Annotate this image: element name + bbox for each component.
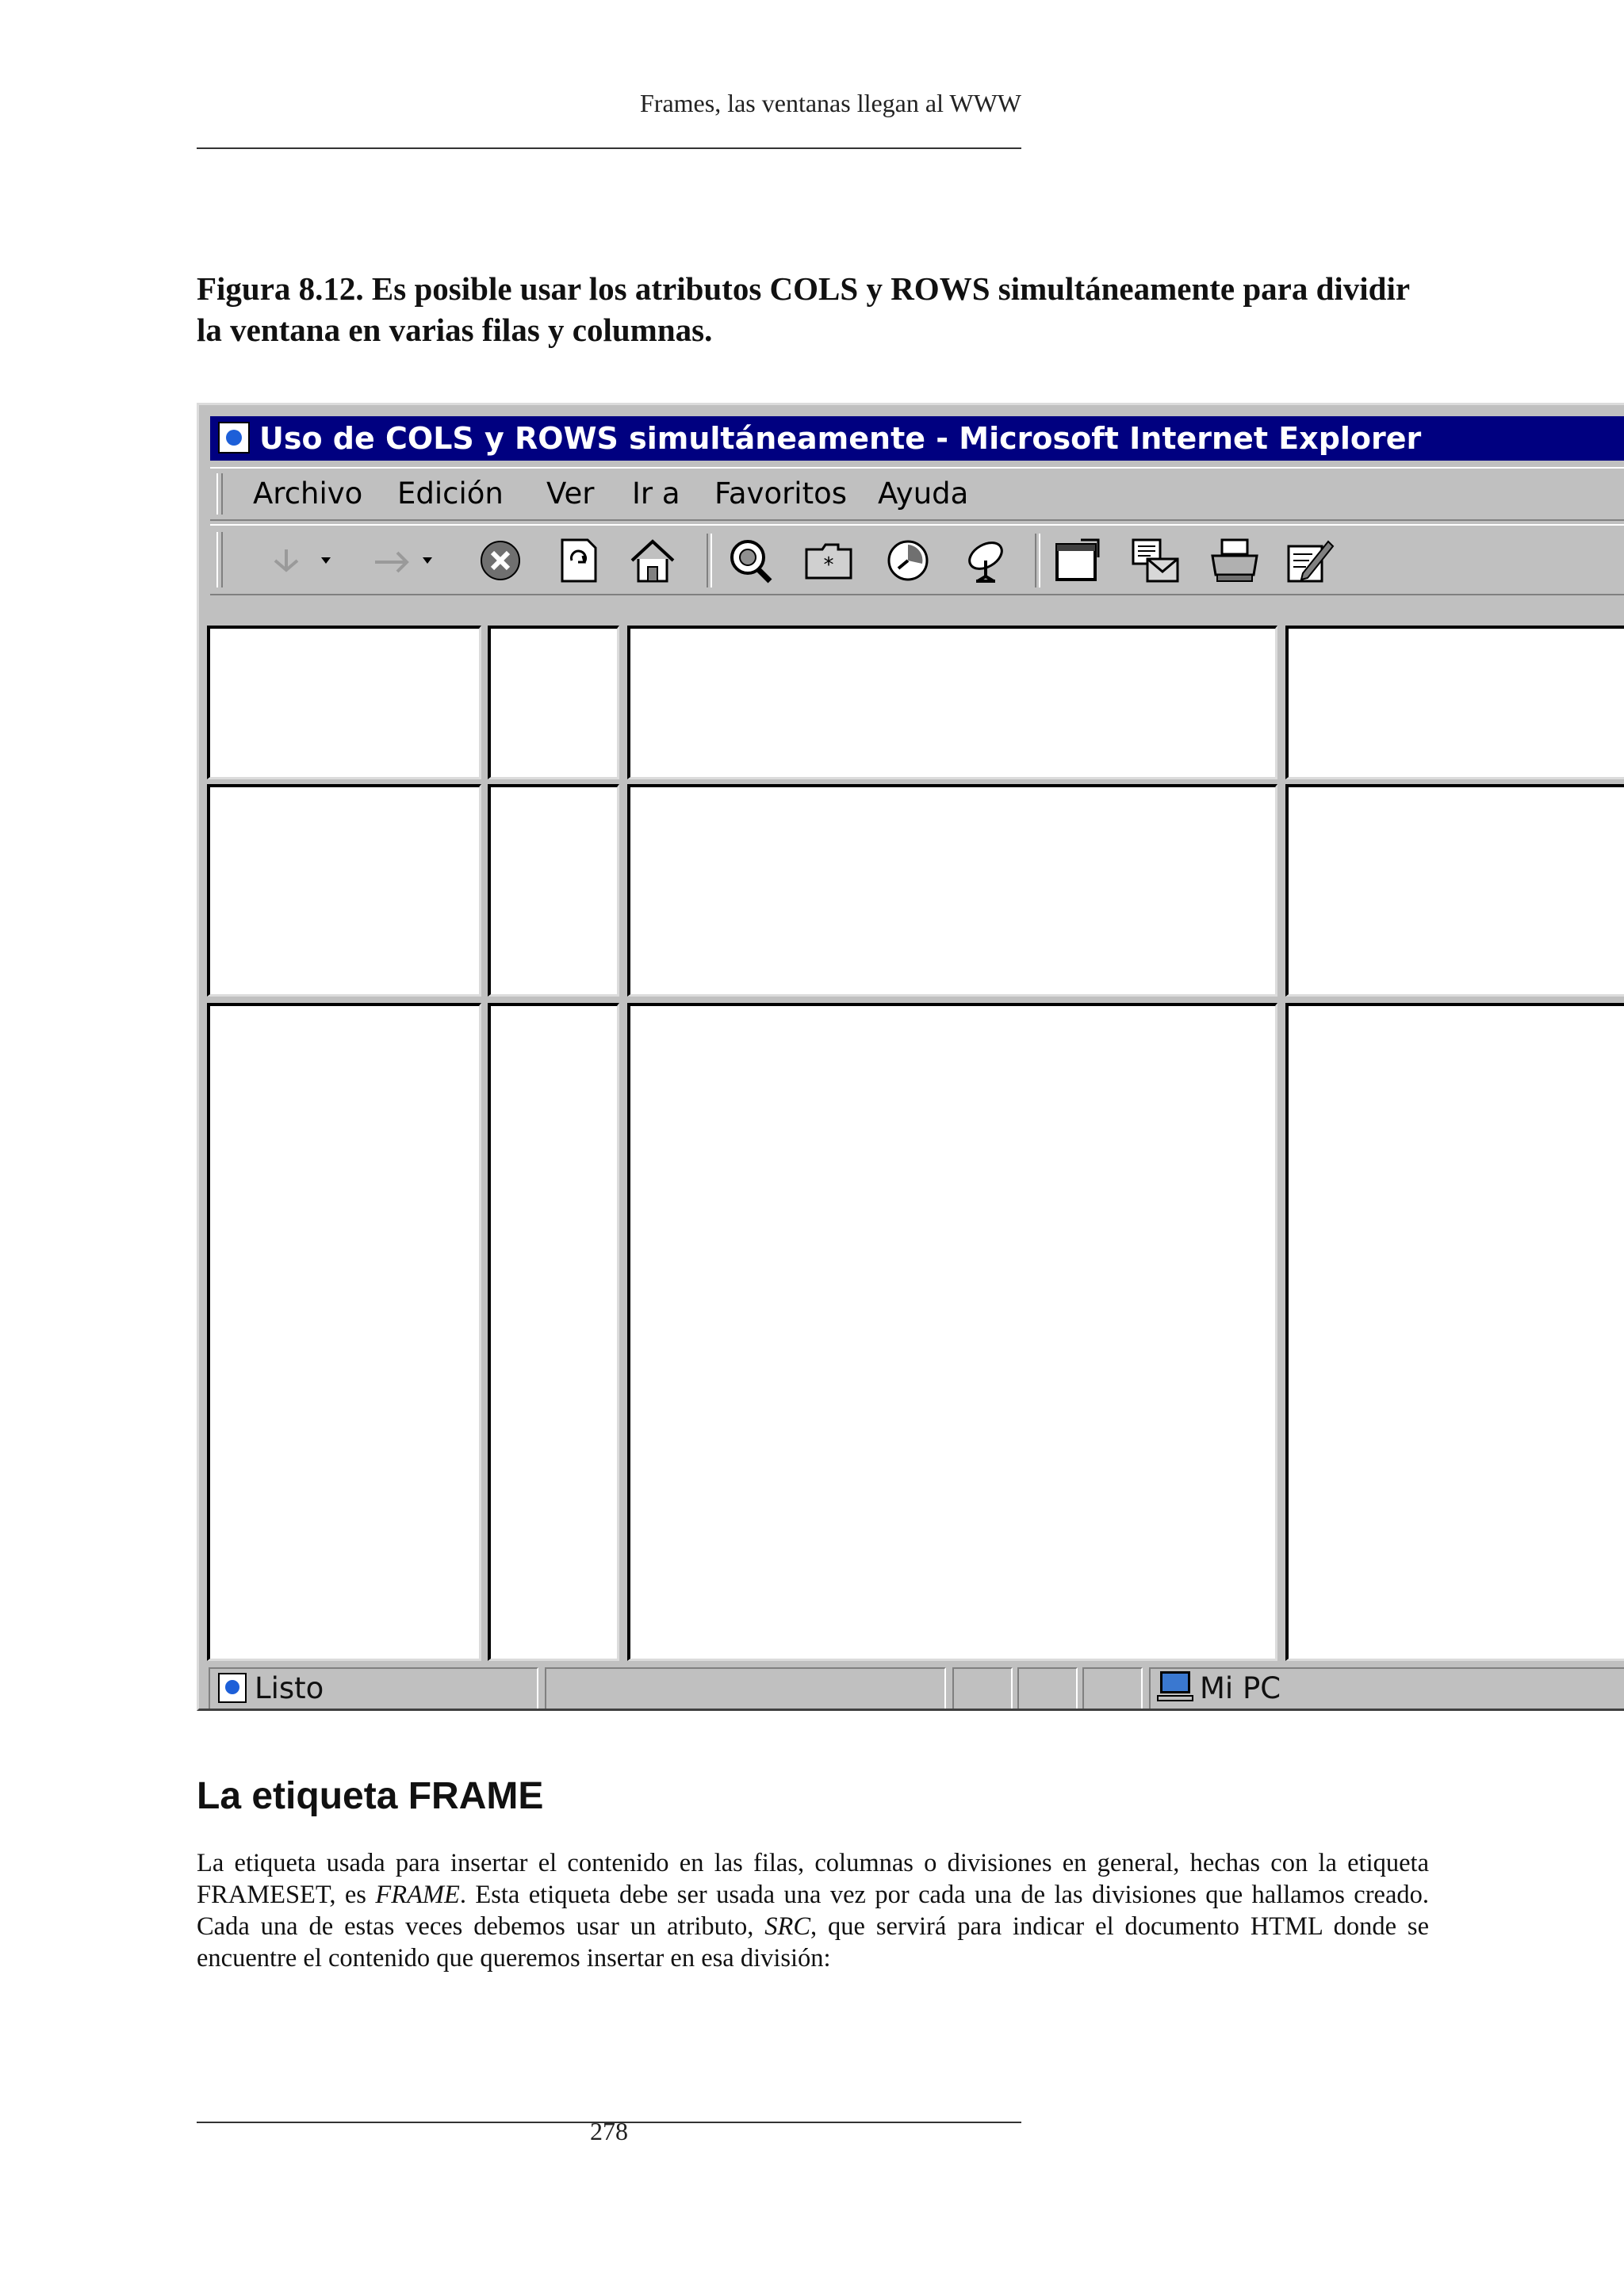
emphasis-src: SRC [764,1912,811,1941]
status-cell [1017,1667,1078,1710]
frame-r1-c4 [1285,626,1624,779]
figure-caption: Figura 8.12. Es posible usar los atributos COLS y ROWS simultáneamente para dividir la ventana en varias filas y columnas. [197,270,1410,348]
frame-r3-c2 [488,1003,619,1661]
status-text: Listo [255,1671,324,1705]
page-number: 278 [590,2117,628,2145]
running-header: Frames, las ventanas llegan al WWW [639,89,1021,117]
paragraph-text: La etiqueta usada para insertar el contenido en las filas, columnas o divisiones en general, hechas con la etiqueta FRAMESET, es [197,1849,1429,1909]
menu-ver[interactable]: Ver [546,476,595,511]
frame-r2-c1 [207,784,481,997]
toolbar-grip [216,532,223,587]
header-rule [197,147,1021,149]
toolbar-separator [1035,534,1040,587]
svg-text:*: * [823,553,834,577]
menu-ayuda[interactable]: Ayuda [878,476,969,511]
frame-r2-c2 [488,784,619,997]
status-progress-cell [545,1667,946,1710]
menu-ir-a[interactable]: Ir a [632,476,680,511]
channels-icon[interactable] [962,535,1013,586]
history-icon[interactable] [883,535,933,586]
frame-r1-c3 [627,626,1277,779]
fullscreen-icon[interactable] [1052,535,1103,586]
refresh-icon[interactable] [553,535,603,586]
edit-icon[interactable] [1285,535,1336,586]
menu-bar [210,467,1624,521]
frameset-area [207,626,1624,1661]
stop-icon[interactable] [475,535,526,586]
frame-r2-c3 [627,784,1277,997]
frame-r1-c1 [207,626,481,779]
status-bar [207,1664,1624,1710]
menu-favoritos[interactable]: Favoritos [714,476,848,511]
window-title: Uso de COLS y ROWS simultáneamente - Microsoft Internet Explorer [259,421,1422,456]
body-paragraph [197,1847,1429,1974]
section-title: La etiqueta FRAME [197,1775,544,1817]
toolbar [210,524,1624,595]
search-icon[interactable] [724,535,775,586]
frame-r1-c2 [488,626,619,779]
toolbar-separator [707,534,712,587]
browser-window-screenshot [197,403,1624,1711]
page-icon [218,1673,247,1703]
favorites-icon[interactable] [803,535,854,586]
status-zone: Mi PC [1200,1671,1281,1705]
title-bar [210,416,1624,461]
paragraph-text: , que servirá para indicar el documento HTML donde se encuentre el contenido que queremos insertar en esa división: [197,1912,1429,1973]
frame-r3-c3 [627,1003,1277,1661]
status-text-cell [209,1667,538,1710]
forward-icon[interactable] [366,535,445,586]
status-cell [1082,1667,1143,1710]
menu-archivo[interactable]: Archivo [253,476,363,511]
paragraph-text: . Esta etiqueta debe ser usada una vez por cada una de las divisiones que hallamos creado. Cada una de estas veces debemos usar un atributo, [197,1881,1429,1941]
menu-edicion[interactable]: Edición [397,476,504,511]
frame-r3-c1 [207,1003,481,1661]
ie-icon [218,422,250,453]
computer-icon [1157,1671,1195,1703]
mail-icon[interactable] [1130,535,1181,586]
status-zone-cell [1149,1667,1624,1710]
back-icon[interactable] [261,535,340,586]
frame-r3-c4 [1285,1003,1624,1661]
frame-r2-c4 [1285,784,1624,997]
emphasis-frame: FRAME [375,1881,460,1909]
home-icon[interactable] [627,535,678,586]
print-icon[interactable] [1209,535,1260,586]
menubar-grip [216,473,223,515]
status-cell [952,1667,1013,1710]
